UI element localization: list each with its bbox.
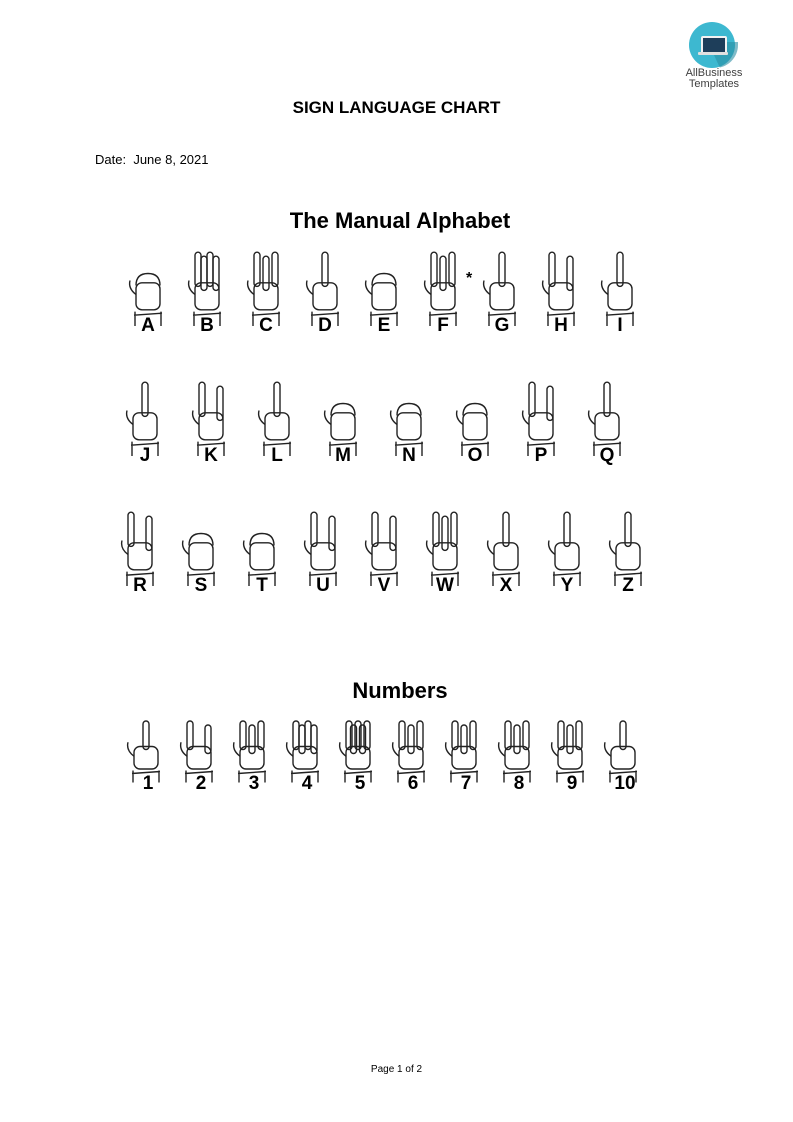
number-sign-4 xyxy=(277,715,337,815)
alphabet-letter-label: L xyxy=(271,445,283,466)
number-label: 9 xyxy=(566,773,578,794)
logo-text-line1: AllBusiness xyxy=(685,67,743,79)
alphabet-letter-label: J xyxy=(139,445,151,466)
alphabet-letter-label: R xyxy=(133,575,147,596)
number-label: 3 xyxy=(248,773,260,794)
number-label: 6 xyxy=(407,773,419,794)
alphabet-letter-label: Q xyxy=(599,445,615,466)
logo-text-line2: Templates xyxy=(688,78,740,90)
alphabet-letter-label: S xyxy=(194,575,208,596)
alphabet-letter-label: X xyxy=(499,575,513,596)
number-sign-7 xyxy=(436,715,496,815)
numbers-title: Numbers xyxy=(352,678,448,703)
alphabet-sign-h xyxy=(531,245,591,345)
alphabet-letter-label: C xyxy=(259,315,273,336)
alphabet-letter-label: F xyxy=(437,315,449,336)
laptop-base xyxy=(698,52,728,55)
alphabet-sign-g xyxy=(472,245,532,345)
alphabet-sign-a xyxy=(118,245,178,345)
alphabet-sign-d xyxy=(295,245,355,345)
alphabet-sign-o xyxy=(445,375,505,475)
alphabet-letter-label: T xyxy=(256,575,268,596)
alphabet-sign-z xyxy=(598,505,658,605)
number-sign-8 xyxy=(489,715,549,815)
alphabet-letter-label: E xyxy=(377,315,391,336)
number-sign-1 xyxy=(118,715,178,815)
number-sign-9 xyxy=(542,715,602,815)
alphabet-letter-label: G xyxy=(494,315,510,336)
date-line xyxy=(95,152,209,167)
alphabet-letter-label: B xyxy=(200,315,214,336)
number-sign-5 xyxy=(330,715,390,815)
document-title: SIGN LANGUAGE CHART xyxy=(292,98,501,117)
g-marker: * xyxy=(466,270,473,287)
alphabet-sign-s xyxy=(171,505,231,605)
alphabet-sign-p xyxy=(511,375,571,475)
alphabet-sign-w xyxy=(415,505,475,605)
alphabet-sign-t xyxy=(232,505,292,605)
alphabet-letter-label: V xyxy=(377,575,391,596)
alphabet-letter-label: U xyxy=(316,575,330,596)
alphabet-letter-label: M xyxy=(335,445,351,466)
alphabet-letter-label: Z xyxy=(622,575,634,596)
alphabet-sign-e xyxy=(354,245,414,345)
alphabet-sign-k xyxy=(181,375,241,475)
alphabet-letter-label: P xyxy=(534,445,548,466)
alphabet-letter-label: H xyxy=(554,315,568,336)
alphabet-sign-u xyxy=(293,505,353,605)
allbusiness-templates-logo xyxy=(678,22,750,94)
sign-language-chart xyxy=(100,200,700,840)
number-label: 2 xyxy=(195,773,207,794)
alphabet-sign-f xyxy=(413,245,473,345)
alphabet-sign-m xyxy=(313,375,373,475)
alphabet-sign-c xyxy=(236,245,296,345)
number-label: 7 xyxy=(460,773,472,794)
alphabet-letter-label: A xyxy=(141,315,155,336)
number-sign-3 xyxy=(224,715,284,815)
number-label: 1 xyxy=(142,773,154,794)
alphabet-title: The Manual Alphabet xyxy=(289,208,511,233)
alphabet-sign-b xyxy=(177,245,237,345)
alphabet-sign-r xyxy=(110,505,170,605)
alphabet-letter-label: W xyxy=(436,575,454,596)
logo-text xyxy=(678,68,750,90)
alphabet-letter-label: Y xyxy=(560,575,574,596)
alphabet-sign-l xyxy=(247,375,307,475)
date-value: June 8, 2021 xyxy=(133,152,209,167)
alphabet-letter-label: K xyxy=(204,445,218,466)
alphabet-sign-x xyxy=(476,505,536,605)
alphabet-sign-v xyxy=(354,505,414,605)
date-label: Date: xyxy=(95,152,127,167)
number-label: 8 xyxy=(513,773,525,794)
alphabet-sign-j xyxy=(115,375,175,475)
alphabet-sign-q xyxy=(577,375,637,475)
alphabet-sign-y xyxy=(537,505,597,605)
alphabet-sign-n xyxy=(379,375,439,475)
alphabet-letter-label: D xyxy=(318,315,332,336)
number-sign-10 xyxy=(595,715,655,815)
number-sign-6 xyxy=(383,715,443,815)
alphabet-sign-i xyxy=(590,245,650,345)
number-sign-2 xyxy=(171,715,231,815)
number-label: 10 xyxy=(614,773,636,794)
page-footer: Page 1 of 2 xyxy=(370,1064,423,1075)
alphabet-letter-label: I xyxy=(617,315,623,336)
alphabet-letter-label: N xyxy=(402,445,416,466)
number-label: 5 xyxy=(354,773,366,794)
alphabet-letter-label: O xyxy=(467,445,483,466)
number-label: 4 xyxy=(301,773,313,794)
